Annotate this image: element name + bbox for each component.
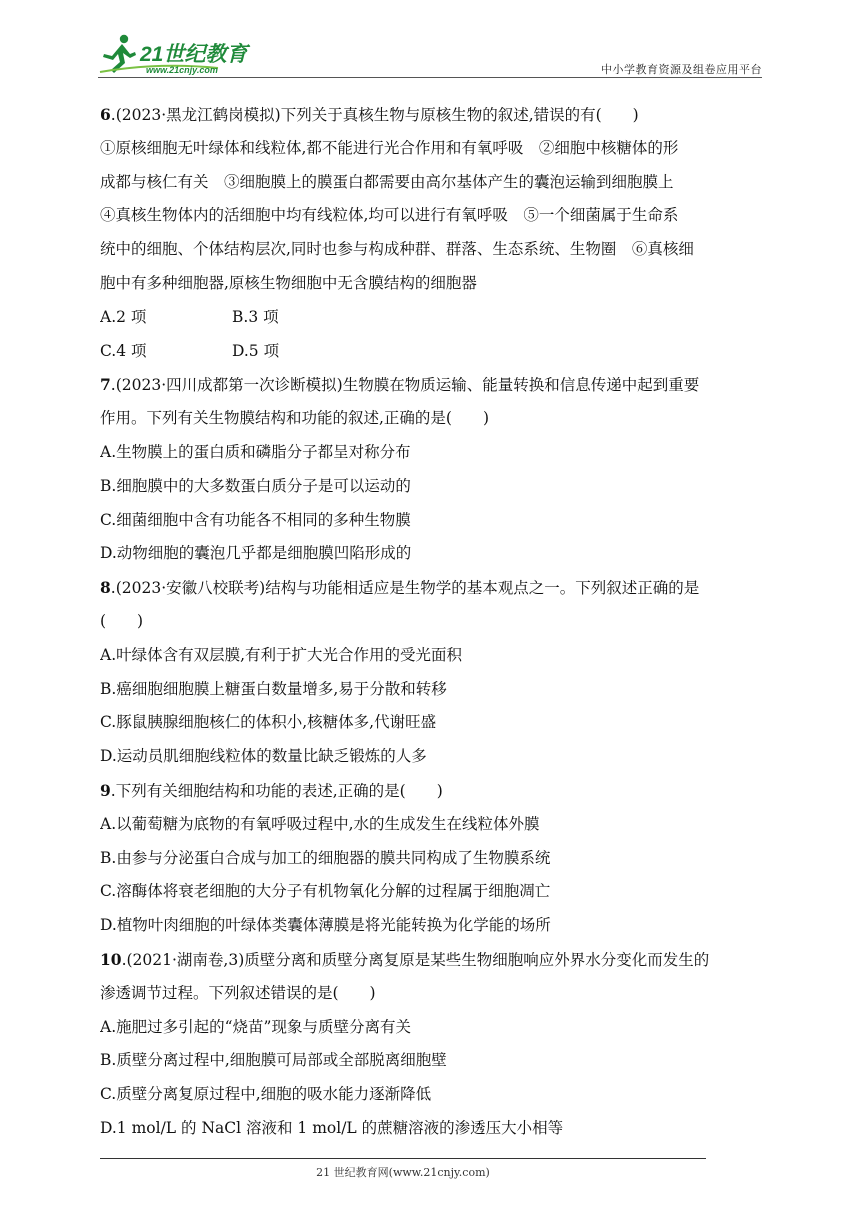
question-number: 6 xyxy=(100,105,111,124)
option-c: C.溶酶体将衰老细胞的大分子有机物氧化分解的过程属于细胞凋亡 xyxy=(100,882,551,901)
question-stem-line: 9.下列有关细胞结构和功能的表述,正确的是( ) xyxy=(100,780,443,800)
question-10 xyxy=(100,943,765,1146)
question-8 xyxy=(100,571,765,774)
option-a: A.叶绿体含有双层膜,有利于扩大光合作用的受光面积 xyxy=(100,645,463,664)
question-9 xyxy=(100,774,765,943)
question-stem-line: ( ) xyxy=(100,611,144,630)
question-stem-line: 8.(2023·安徽八校联考)结构与功能相适应是生物学的基本观点之一。下列叙述正确的是 xyxy=(100,578,700,598)
question-number: 7 xyxy=(100,375,111,395)
option-b: B.癌细胞细胞膜上糖蛋白数量增多,易于分散和转移 xyxy=(100,679,447,698)
option-a: A.生物膜上的蛋白质和磷脂分子都呈对称分布 xyxy=(100,442,411,461)
question-list xyxy=(100,98,765,1146)
question-stem-line: 10.(2021·湖南卷,3)质壁分离和质壁分离复原是某些生物细胞响应外界水分变化而发生的 xyxy=(100,949,710,969)
logo-21cnjy xyxy=(98,32,268,76)
option-c: C.4 项 xyxy=(100,341,147,360)
option-row xyxy=(100,335,765,369)
option-a: A.以葡萄糖为底物的有氧呼吸过程中,水的生成发生在线粒体外膜 xyxy=(100,814,540,833)
page-header xyxy=(98,32,762,80)
footer-divider xyxy=(100,1158,706,1159)
option-a: A.施肥过多引起的“烧苗”现象与质壁分离有关 xyxy=(100,1017,411,1036)
header-divider xyxy=(98,77,762,78)
option-row xyxy=(100,301,765,335)
logo-text: 21世纪教育 xyxy=(140,43,248,66)
question-stem-line: 6.(2023·黑龙江鹤岗模拟)下列关于真核生物与原核生物的叙述,错误的有( ) xyxy=(100,105,639,124)
question-number: 9 xyxy=(100,780,111,800)
question-6 xyxy=(100,98,765,368)
header-tagline: 中小学教育资源及组卷应用平台 xyxy=(601,63,762,76)
page-footer: 21 世纪教育网(www.21cnjy.com) xyxy=(316,1166,490,1179)
option-b: B.由参与分泌蛋白合成与加工的细胞器的膜共同构成了生物膜系统 xyxy=(100,848,551,867)
option-d: D.5 项 xyxy=(232,341,280,360)
option-d: D.1 mol/L 的 NaCl 溶液和 1 mol/L 的蔗糖溶液的渗透压大小相等 xyxy=(100,1118,564,1137)
option-b: B.细胞膜中的大多数蛋白质分子是可以运动的 xyxy=(100,476,411,495)
question-number: 10 xyxy=(100,949,122,969)
option-d: D.植物叶肉细胞的叶绿体类囊体薄膜是将光能转换为化学能的场所 xyxy=(100,916,551,935)
question-stem-line: 成都与核仁有关 ③细胞膜上的膜蛋白都需要由高尔基体产生的囊泡运输到细胞膜上 xyxy=(100,172,674,191)
question-stem-line: 7.(2023·四川成都第一次诊断模拟)生物膜在物质运输、能量转换和信息传递中起到重要 xyxy=(100,375,700,395)
option-c: C.细菌细胞中含有功能各不相同的多种生物膜 xyxy=(100,510,411,529)
logo-url: www.21cnjy.com xyxy=(146,65,218,75)
option-b: B.3 项 xyxy=(232,307,279,326)
question-stem-line: 统中的细胞、个体结构层次,同时也参与构成种群、群落、生态系统、生物圈 ⑥真核细 xyxy=(100,240,694,259)
question-stem-line: 作用。下列有关生物膜结构和功能的叙述,正确的是( ) xyxy=(100,409,490,428)
option-d: D.运动员肌细胞线粒体的数量比缺乏锻炼的人多 xyxy=(100,747,427,766)
question-number: 8 xyxy=(100,578,111,598)
option-c: C.豚鼠胰腺细胞核仁的体积小,核糖体多,代谢旺盛 xyxy=(100,713,437,732)
question-stem-line: 胞中有多种细胞器,原核生物细胞中无含膜结构的细胞器 xyxy=(100,273,477,292)
option-c: C.质壁分离复原过程中,细胞的吸水能力逐渐降低 xyxy=(100,1085,432,1104)
question-stem-line: ④真核生物体内的活细胞中均有线粒体,均可以进行有氧呼吸 ⑤一个细菌属于生命系 xyxy=(100,206,679,225)
option-b: B.质壁分离过程中,细胞膜可局部或全部脱离细胞壁 xyxy=(100,1051,447,1070)
question-stem-line: ①原核细胞无叶绿体和线粒体,都不能进行光合作用和有氧呼吸 ②细胞中核糖体的形 xyxy=(100,138,679,157)
option-d: D.动物细胞的囊泡几乎都是细胞膜凹陷形成的 xyxy=(100,544,412,563)
option-a: A.2 项 xyxy=(100,307,147,326)
question-7 xyxy=(100,368,765,571)
question-stem-line: 渗透调节过程。下列叙述错误的是( ) xyxy=(100,983,376,1002)
